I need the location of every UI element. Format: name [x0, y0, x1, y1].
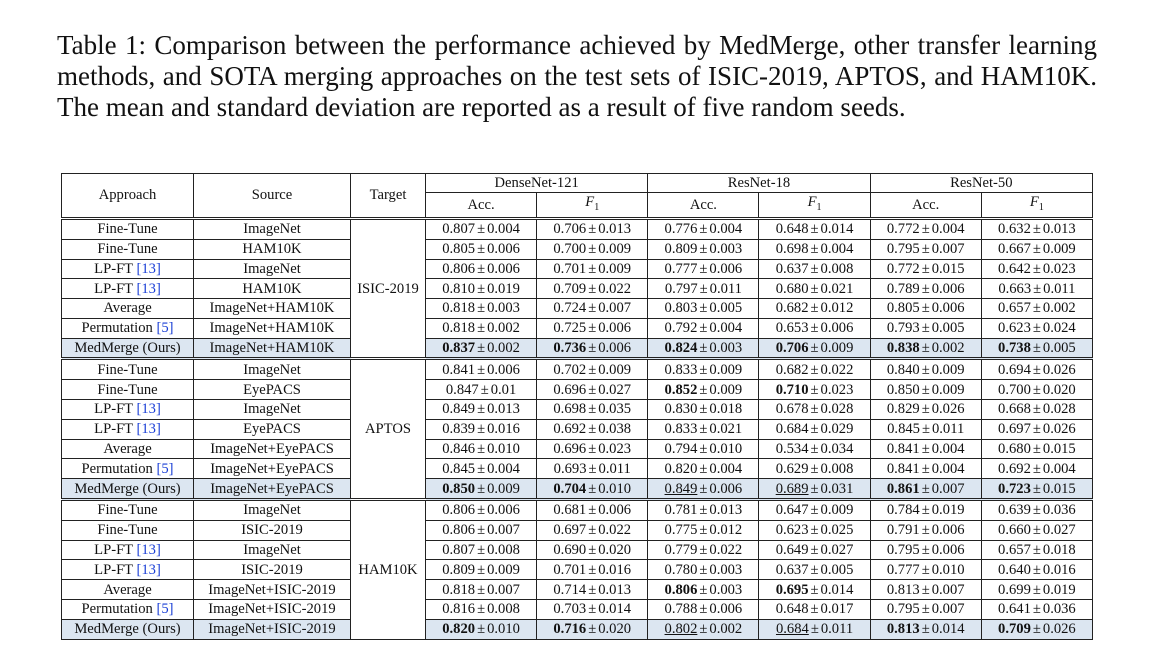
table-row: [62, 500, 1093, 521]
metric-cell: 0.639 ± 0.036: [981, 500, 1092, 521]
source-cell: EyePACS: [194, 419, 351, 439]
metric-cell: 0.699 ± 0.019: [981, 580, 1092, 600]
table-row: [62, 600, 1093, 620]
approach-cell: Average: [62, 580, 194, 600]
metric-cell: 0.806 ± 0.007: [426, 520, 537, 540]
approach-cell: Fine-Tune: [62, 380, 194, 400]
metric-cell: 0.709 ± 0.022: [537, 279, 648, 299]
metric-cell: 0.780 ± 0.003: [648, 560, 759, 580]
approach-cell: Permutation [5]: [62, 600, 194, 620]
metric-cell: 0.818 ± 0.007: [426, 580, 537, 600]
results-table: [61, 173, 1093, 640]
metric-cell: 0.697 ± 0.026: [981, 419, 1092, 439]
metric-cell: 0.736 ± 0.006: [537, 338, 648, 359]
approach-cell: LP-FT [13]: [62, 419, 194, 439]
metric-cell: 0.852 ± 0.009: [648, 380, 759, 400]
metric-cell: 0.841 ± 0.004: [870, 439, 981, 459]
metric-cell: 0.637 ± 0.008: [759, 259, 870, 279]
metric-cell: 0.648 ± 0.017: [759, 600, 870, 620]
citation-link[interactable]: [5]: [156, 601, 174, 618]
metric-cell: 0.840 ± 0.009: [870, 359, 981, 380]
metric-cell: 0.723 ± 0.015: [981, 479, 1092, 500]
metric-cell: 0.845 ± 0.004: [426, 459, 537, 479]
source-cell: ImageNet+ISIC-2019: [194, 600, 351, 620]
metric-cell: 0.709 ± 0.026: [981, 619, 1092, 639]
table-row: [62, 439, 1093, 459]
metric-cell: 0.657 ± 0.018: [981, 540, 1092, 560]
target-cell: ISIC-2019: [351, 218, 426, 359]
citation-link[interactable]: [5]: [156, 460, 174, 477]
metric-cell: 0.725 ± 0.006: [537, 318, 648, 338]
metric-cell: 0.850 ± 0.009: [870, 380, 981, 400]
source-cell: ISIC-2019: [194, 520, 351, 540]
table-group: [62, 500, 1093, 640]
metric-cell: 0.684 ± 0.029: [759, 419, 870, 439]
approach-cell: Fine-Tune: [62, 359, 194, 380]
citation-link[interactable]: [13]: [136, 421, 161, 438]
metric-cell: 0.818 ± 0.003: [426, 299, 537, 319]
metric-cell: 0.797 ± 0.011: [648, 279, 759, 299]
metric-cell: 0.667 ± 0.009: [981, 239, 1092, 259]
citation-link[interactable]: [13]: [136, 260, 161, 277]
citation-link[interactable]: [13]: [136, 542, 161, 559]
metric-cell: 0.847 ± 0.01: [426, 380, 537, 400]
metric-cell: 0.789 ± 0.006: [870, 279, 981, 299]
metric-cell: 0.692 ± 0.038: [537, 419, 648, 439]
metric-cell: 0.792 ± 0.004: [648, 318, 759, 338]
metric-cell: 0.793 ± 0.005: [870, 318, 981, 338]
source-cell: HAM10K: [194, 239, 351, 259]
metric-cell: 0.649 ± 0.027: [759, 540, 870, 560]
table-row: [62, 338, 1093, 359]
approach-cell: MedMerge (Ours): [62, 619, 194, 639]
metric-cell: 0.833 ± 0.021: [648, 419, 759, 439]
metric-cell: 0.820 ± 0.010: [426, 619, 537, 639]
approach-cell: MedMerge (Ours): [62, 338, 194, 359]
metric-cell: 0.818 ± 0.002: [426, 318, 537, 338]
source-cell: ImageNet+HAM10K: [194, 318, 351, 338]
metric-cell: 0.698 ± 0.035: [537, 400, 648, 420]
table-row: [62, 259, 1093, 279]
header-approach: Approach: [62, 174, 194, 219]
metric-cell: 0.640 ± 0.016: [981, 560, 1092, 580]
metric-cell: 0.833 ± 0.009: [648, 359, 759, 380]
table-row: [62, 540, 1093, 560]
header-acc: Acc.: [870, 193, 981, 219]
metric-cell: 0.845 ± 0.011: [870, 419, 981, 439]
approach-cell: LP-FT [13]: [62, 540, 194, 560]
metric-cell: 0.710 ± 0.023: [759, 380, 870, 400]
citation-link[interactable]: [5]: [156, 320, 174, 337]
source-cell: ImageNet: [194, 359, 351, 380]
source-cell: ImageNet: [194, 259, 351, 279]
metric-cell: 0.830 ± 0.018: [648, 400, 759, 420]
metric-cell: 0.784 ± 0.019: [870, 500, 981, 521]
metric-cell: 0.816 ± 0.008: [426, 600, 537, 620]
metric-cell: 0.698 ± 0.004: [759, 239, 870, 259]
source-cell: ImageNet+ISIC-2019: [194, 619, 351, 639]
metric-cell: 0.795 ± 0.007: [870, 239, 981, 259]
metric-cell: 0.623 ± 0.025: [759, 520, 870, 540]
metric-cell: 0.777 ± 0.010: [870, 560, 981, 580]
metric-cell: 0.805 ± 0.006: [426, 239, 537, 259]
metric-cell: 0.648 ± 0.014: [759, 218, 870, 239]
table-row: [62, 239, 1093, 259]
metric-cell: 0.641 ± 0.036: [981, 600, 1092, 620]
source-cell: ImageNet: [194, 400, 351, 420]
source-cell: ImageNet+EyePACS: [194, 439, 351, 459]
header-model-resnet50: ResNet-50: [870, 174, 1092, 193]
metric-cell: 0.681 ± 0.006: [537, 500, 648, 521]
citation-link[interactable]: [13]: [136, 280, 161, 297]
metric-cell: 0.824 ± 0.003: [648, 338, 759, 359]
table-row: [62, 479, 1093, 500]
table-group: [62, 359, 1093, 500]
metric-cell: 0.680 ± 0.021: [759, 279, 870, 299]
source-cell: EyePACS: [194, 380, 351, 400]
header-target: Target: [351, 174, 426, 219]
metric-cell: 0.632 ± 0.013: [981, 218, 1092, 239]
metric-cell: 0.841 ± 0.006: [426, 359, 537, 380]
metric-cell: 0.850 ± 0.009: [426, 479, 537, 500]
metric-cell: 0.623 ± 0.024: [981, 318, 1092, 338]
metric-cell: 0.637 ± 0.005: [759, 560, 870, 580]
metric-cell: 0.861 ± 0.007: [870, 479, 981, 500]
table-row: [62, 619, 1093, 639]
metric-cell: 0.802 ± 0.002: [648, 619, 759, 639]
header-acc: Acc.: [648, 193, 759, 219]
metric-cell: 0.795 ± 0.006: [870, 540, 981, 560]
citation-link[interactable]: [13]: [136, 561, 161, 578]
table-group: [62, 218, 1093, 359]
metric-cell: 0.706 ± 0.009: [759, 338, 870, 359]
approach-cell: Permutation [5]: [62, 459, 194, 479]
approach-cell: LP-FT [13]: [62, 279, 194, 299]
source-cell: HAM10K: [194, 279, 351, 299]
metric-cell: 0.714 ± 0.013: [537, 580, 648, 600]
table-row: [62, 580, 1093, 600]
metric-cell: 0.701 ± 0.009: [537, 259, 648, 279]
metric-cell: 0.805 ± 0.006: [870, 299, 981, 319]
table-row: [62, 318, 1093, 338]
metric-cell: 0.772 ± 0.004: [870, 218, 981, 239]
approach-cell: Fine-Tune: [62, 500, 194, 521]
table-row: [62, 279, 1093, 299]
approach-cell: Permutation [5]: [62, 318, 194, 338]
metric-cell: 0.684 ± 0.011: [759, 619, 870, 639]
metric-cell: 0.809 ± 0.009: [426, 560, 537, 580]
metric-cell: 0.820 ± 0.004: [648, 459, 759, 479]
metric-cell: 0.829 ± 0.026: [870, 400, 981, 420]
metric-cell: 0.660 ± 0.027: [981, 520, 1092, 540]
metric-cell: 0.629 ± 0.008: [759, 459, 870, 479]
metric-cell: 0.779 ± 0.022: [648, 540, 759, 560]
metric-cell: 0.700 ± 0.009: [537, 239, 648, 259]
metric-cell: 0.777 ± 0.006: [648, 259, 759, 279]
metric-cell: 0.807 ± 0.004: [426, 218, 537, 239]
metric-cell: 0.697 ± 0.022: [537, 520, 648, 540]
source-cell: ImageNet: [194, 218, 351, 239]
approach-cell: Average: [62, 439, 194, 459]
metric-cell: 0.702 ± 0.009: [537, 359, 648, 380]
metric-cell: 0.696 ± 0.027: [537, 380, 648, 400]
metric-cell: 0.692 ± 0.004: [981, 459, 1092, 479]
metric-cell: 0.642 ± 0.023: [981, 259, 1092, 279]
metric-cell: 0.706 ± 0.013: [537, 218, 648, 239]
metric-cell: 0.788 ± 0.006: [648, 600, 759, 620]
metric-cell: 0.682 ± 0.022: [759, 359, 870, 380]
approach-cell: Fine-Tune: [62, 520, 194, 540]
header-f1: $F_1$: [759, 193, 870, 219]
source-cell: ImageNet+HAM10K: [194, 299, 351, 319]
metric-cell: 0.695 ± 0.014: [759, 580, 870, 600]
approach-cell: MedMerge (Ours): [62, 479, 194, 500]
table-row: [62, 218, 1093, 239]
metric-cell: 0.813 ± 0.014: [870, 619, 981, 639]
metric-cell: 0.806 ± 0.006: [426, 259, 537, 279]
metric-cell: 0.653 ± 0.006: [759, 318, 870, 338]
table-caption: Table 1: Comparison between the performance achieved by MedMerge, other transfer learning methods, and SOTA merging approaches on the test sets of ISIC-2019, APTOS, and HAM10K. The mean and standard deviation are reported as a result of five random seeds.: [57, 30, 1097, 122]
metric-cell: 0.791 ± 0.006: [870, 520, 981, 540]
metric-cell: 0.846 ± 0.010: [426, 439, 537, 459]
metric-cell: 0.839 ± 0.016: [426, 419, 537, 439]
source-cell: ISIC-2019: [194, 560, 351, 580]
source-cell: ImageNet: [194, 500, 351, 521]
source-cell: ImageNet: [194, 540, 351, 560]
metric-cell: 0.837 ± 0.002: [426, 338, 537, 359]
metric-cell: 0.806 ± 0.006: [426, 500, 537, 521]
metric-cell: 0.738 ± 0.005: [981, 338, 1092, 359]
metric-cell: 0.813 ± 0.007: [870, 580, 981, 600]
source-cell: ImageNet+EyePACS: [194, 479, 351, 500]
metric-cell: 0.803 ± 0.005: [648, 299, 759, 319]
header-model-densenet121: DenseNet-121: [426, 174, 648, 193]
metric-cell: 0.534 ± 0.034: [759, 439, 870, 459]
metric-cell: 0.838 ± 0.002: [870, 338, 981, 359]
metric-cell: 0.693 ± 0.011: [537, 459, 648, 479]
metric-cell: 0.807 ± 0.008: [426, 540, 537, 560]
header-f1: $F_1$: [537, 193, 648, 219]
table-row: [62, 459, 1093, 479]
header-model-resnet18: ResNet-18: [648, 174, 870, 193]
table-row: [62, 560, 1093, 580]
header-source: Source: [194, 174, 351, 219]
metric-cell: 0.678 ± 0.028: [759, 400, 870, 420]
metric-cell: 0.696 ± 0.023: [537, 439, 648, 459]
table-row: [62, 380, 1093, 400]
metric-cell: 0.806 ± 0.003: [648, 580, 759, 600]
metric-cell: 0.694 ± 0.026: [981, 359, 1092, 380]
header-f1: $F_1$: [981, 193, 1092, 219]
source-cell: ImageNet+EyePACS: [194, 459, 351, 479]
metric-cell: 0.810 ± 0.019: [426, 279, 537, 299]
source-cell: ImageNet+ISIC-2019: [194, 580, 351, 600]
metric-cell: 0.663 ± 0.011: [981, 279, 1092, 299]
approach-cell: LP-FT [13]: [62, 560, 194, 580]
metric-cell: 0.680 ± 0.015: [981, 439, 1092, 459]
approach-cell: LP-FT [13]: [62, 259, 194, 279]
metric-cell: 0.647 ± 0.009: [759, 500, 870, 521]
metric-cell: 0.689 ± 0.031: [759, 479, 870, 500]
approach-cell: Fine-Tune: [62, 218, 194, 239]
approach-cell: Fine-Tune: [62, 239, 194, 259]
metric-cell: 0.700 ± 0.020: [981, 380, 1092, 400]
table-row: [62, 299, 1093, 319]
metric-cell: 0.781 ± 0.013: [648, 500, 759, 521]
metric-cell: 0.772 ± 0.015: [870, 259, 981, 279]
metric-cell: 0.690 ± 0.020: [537, 540, 648, 560]
table-row: [62, 419, 1093, 439]
metric-cell: 0.668 ± 0.028: [981, 400, 1092, 420]
citation-link[interactable]: [13]: [136, 401, 161, 418]
metric-cell: 0.775 ± 0.012: [648, 520, 759, 540]
table-row: [62, 520, 1093, 540]
header-acc: Acc.: [426, 193, 537, 219]
target-cell: HAM10K: [351, 500, 426, 640]
table-row: [62, 400, 1093, 420]
metric-cell: 0.841 ± 0.004: [870, 459, 981, 479]
metric-cell: 0.849 ± 0.006: [648, 479, 759, 500]
metric-cell: 0.657 ± 0.002: [981, 299, 1092, 319]
metric-cell: 0.809 ± 0.003: [648, 239, 759, 259]
metric-cell: 0.849 ± 0.013: [426, 400, 537, 420]
metric-cell: 0.701 ± 0.016: [537, 560, 648, 580]
target-cell: APTOS: [351, 359, 426, 500]
metric-cell: 0.795 ± 0.007: [870, 600, 981, 620]
metric-cell: 0.716 ± 0.020: [537, 619, 648, 639]
metric-cell: 0.776 ± 0.004: [648, 218, 759, 239]
metric-cell: 0.704 ± 0.010: [537, 479, 648, 500]
metric-cell: 0.724 ± 0.007: [537, 299, 648, 319]
source-cell: ImageNet+HAM10K: [194, 338, 351, 359]
metric-cell: 0.682 ± 0.012: [759, 299, 870, 319]
metric-cell: 0.703 ± 0.014: [537, 600, 648, 620]
approach-cell: LP-FT [13]: [62, 400, 194, 420]
metric-cell: 0.794 ± 0.010: [648, 439, 759, 459]
table-row: [62, 359, 1093, 380]
approach-cell: Average: [62, 299, 194, 319]
